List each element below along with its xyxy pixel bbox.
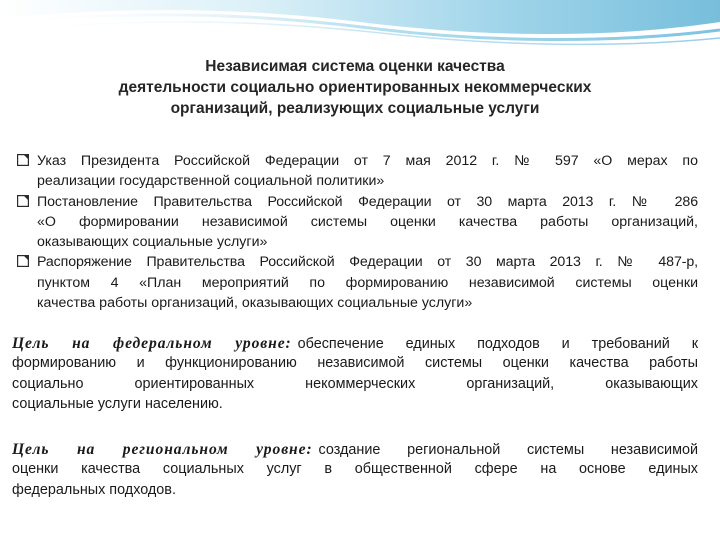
list-item-line: оказывающих социальные услуги» bbox=[37, 234, 268, 251]
goal-federal-text: обеспечение единых подходов и требований к bbox=[297, 336, 698, 352]
document-list bbox=[14, 151, 698, 313]
page-title bbox=[30, 56, 680, 119]
goal-regional-line-3: федеральных подходов. bbox=[12, 481, 176, 498]
goal-regional-line-2: оценки качества социальных услуг в общественной сфере на основе единых bbox=[12, 461, 698, 478]
list-item-line: качества работы организаций, оказывающих социальные услуги» bbox=[37, 295, 473, 312]
list-item-line: «О формировании независимой системы оценки качества работы организаций, bbox=[37, 213, 698, 230]
goal-federal-line-3: социально ориентированных некоммерческих организаций, оказывающих bbox=[12, 375, 698, 392]
goal-federal-lead: Цель на федеральном уровне: bbox=[12, 335, 292, 352]
title-line-3: организаций, реализующих социальные услуги bbox=[170, 100, 540, 117]
goal-federal-line-4: социальные услуги населению. bbox=[12, 395, 223, 412]
checkbox-bullet-icon bbox=[17, 154, 29, 166]
list-item-line: Указ Президента Российской Федерации от 7 мая 2012 г. № 597 «О мерах по bbox=[37, 153, 698, 169]
list-item-order bbox=[14, 252, 698, 313]
title-line-1: Независимая система оценки качества bbox=[205, 58, 505, 75]
list-item-line: Постановление Правительства Российской Федерации от 30 марта 2013 г. № 286 bbox=[37, 193, 698, 210]
checkbox-bullet-icon bbox=[17, 195, 29, 207]
goal-regional-text: создание региональной системы независимой bbox=[318, 442, 698, 458]
list-item-line: реализации государственной социальной политики» bbox=[37, 173, 385, 190]
list-item-line: Распоряжение Правительства Российской Федерации от 30 марта 2013 г. № 487-р, bbox=[37, 254, 698, 271]
header-wave-decoration bbox=[0, 0, 720, 60]
list-item-line: пунктом 4 «План мероприятий по формированию независимой системы оценки bbox=[37, 274, 698, 291]
goal-regional-paragraph bbox=[12, 439, 698, 501]
goal-federal-paragraph bbox=[12, 333, 698, 415]
goal-regional-line-1 bbox=[12, 439, 698, 459]
list-item-resolution bbox=[14, 192, 698, 253]
goal-federal-line-1 bbox=[12, 333, 698, 353]
list-item-decree bbox=[14, 151, 698, 192]
checkbox-bullet-icon bbox=[17, 255, 29, 267]
title-line-2: деятельности социально ориентированных некоммерческих bbox=[118, 79, 592, 96]
goal-regional-lead: Цель на региональном уровне: bbox=[12, 441, 313, 458]
goal-federal-line-2: формированию и функционированию независимой системы оценки качества работы bbox=[12, 355, 698, 372]
